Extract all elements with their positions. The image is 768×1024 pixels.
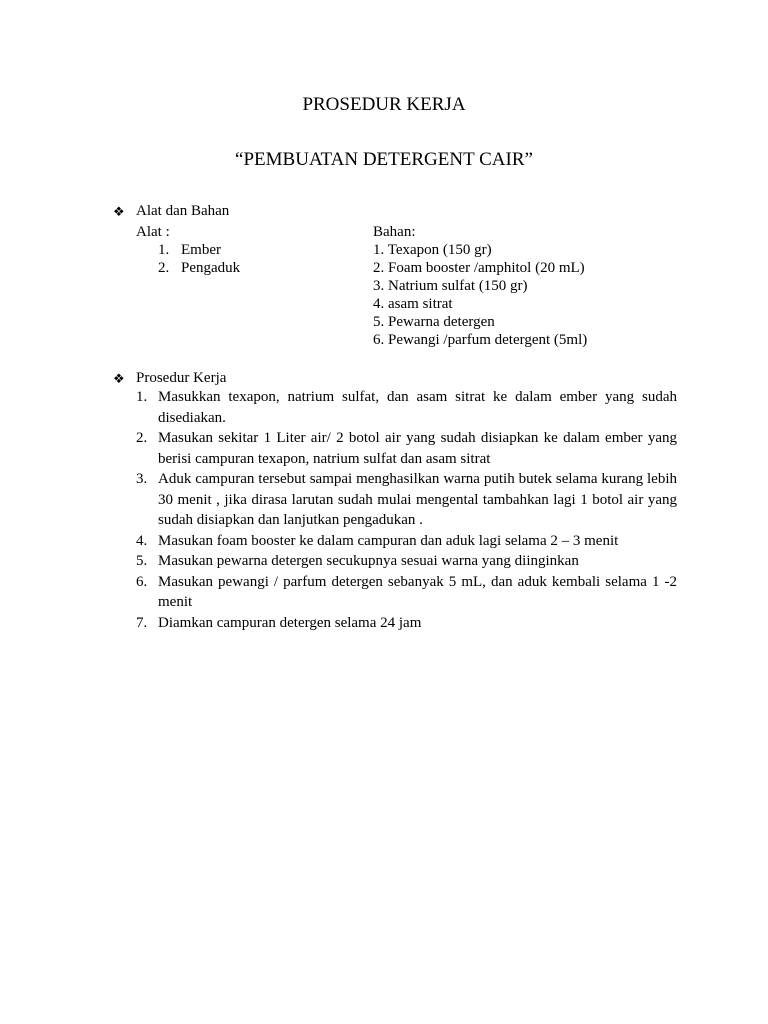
procedure-step <box>136 469 677 531</box>
step-text: Masukan pewarna detergen secukupnya sesuai warna yang diinginkan <box>158 553 579 569</box>
step-text: Diamkan campuran detergen selama 24 jam <box>158 614 422 631</box>
procedure-step <box>136 613 677 634</box>
step-text: Masukkan texapon, natrium sulfat, dan asam sitrat ke dalam ember yang sudah disediakan. <box>158 389 677 426</box>
page-subtitle: “PEMBUATAN DETERGENT CAIR” <box>235 149 533 170</box>
step-text: Masukan foam booster ke dalam campuran dan aduk lagi selama 2 – 3 menit <box>158 532 619 549</box>
step-number: 5. <box>136 553 148 569</box>
bahan-item: 1. Texapon (150 gr) <box>373 242 492 258</box>
bahan-label: Bahan: <box>373 224 416 240</box>
section-heading-alat-bahan: Alat dan Bahan <box>136 203 230 219</box>
procedure-steps-list <box>136 387 677 633</box>
procedure-step <box>136 531 677 552</box>
section-heading-prosedur: Prosedur Kerja <box>136 370 227 386</box>
alat-item-number: 2. <box>158 260 170 276</box>
alat-label: Alat : <box>136 224 170 240</box>
alat-item: Ember <box>181 242 221 258</box>
bahan-item: 6. Pewangi /parfum detergent (5ml) <box>373 332 588 348</box>
bahan-item: 3. Natrium sulfat (150 gr) <box>373 278 528 294</box>
step-number: 7. <box>136 614 148 631</box>
step-number: 3. <box>136 471 148 487</box>
step-text: Aduk campuran tersebut sampai menghasilkan warna putih butek selama kurang lebih 30 menit , jika dirasa larutan sudah mulai mengental tambahkan lagi 1 botol air yang sudah disiapkan dan lanjutkan pengadukan . <box>158 471 677 528</box>
alat-item: Pengaduk <box>181 260 241 276</box>
procedure-step <box>136 428 677 469</box>
page-title: PROSEDUR KERJA <box>302 94 466 115</box>
step-number: 6. <box>136 573 148 590</box>
bahan-item: 2. Foam booster /amphitol (20 mL) <box>373 260 585 276</box>
procedure-step <box>136 551 677 572</box>
alat-item-number: 1. <box>158 242 170 258</box>
step-number: 4. <box>136 532 148 549</box>
bahan-item: 5. Pewarna detergen <box>373 314 495 330</box>
step-text: Masukan sekitar 1 Liter air/ 2 botol air yang sudah disiapkan ke dalam ember yang berisi campuran texapon, natrium sulfat dan asam sitrat <box>158 430 677 467</box>
procedure-step <box>136 572 677 613</box>
diamond-bullet-icon: ❖ <box>113 204 125 219</box>
step-number: 2. <box>136 430 148 446</box>
procedure-step <box>136 387 677 428</box>
step-text: Masukan pewangi / parfum detergen sebanyak 5 mL, dan aduk kembali selama 1 -2 menit <box>158 573 677 610</box>
bahan-item: 4. asam sitrat <box>373 296 453 312</box>
step-number: 1. <box>136 389 148 405</box>
diamond-bullet-icon: ❖ <box>113 371 125 386</box>
